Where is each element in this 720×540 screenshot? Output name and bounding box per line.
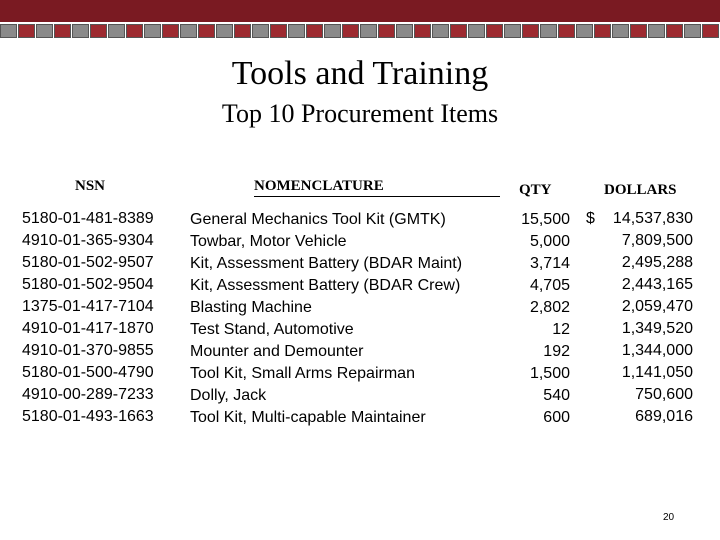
dollars-amount: 2,443,165 bbox=[621, 276, 693, 293]
slide-title: Tools and Training bbox=[231, 55, 489, 92]
nomenclature-column bbox=[190, 209, 510, 429]
page-number: 20 bbox=[663, 512, 675, 523]
nomenclature-cell: Mounter and Demounter bbox=[190, 343, 364, 360]
currency-symbol: $ bbox=[586, 210, 595, 227]
nsn-cell: 4910-01-370-9855 bbox=[22, 342, 154, 359]
header-dollars: DOLLARS bbox=[604, 182, 677, 198]
nsn-cell: 4910-01-365-9304 bbox=[22, 232, 154, 249]
nsn-column bbox=[22, 208, 182, 428]
dollars-amount: 689,016 bbox=[635, 408, 693, 425]
dollars-amount: 1,349,520 bbox=[621, 320, 693, 337]
dollars-cell bbox=[586, 318, 693, 340]
dollars-cell bbox=[586, 340, 693, 362]
dollars-cell bbox=[586, 208, 693, 230]
dollars-cell bbox=[586, 230, 693, 252]
dollars-cell bbox=[586, 296, 693, 318]
dollars-amount: 7,809,500 bbox=[621, 232, 693, 249]
qty-cell: 15,500 bbox=[521, 211, 570, 228]
qty-cell: 540 bbox=[543, 387, 570, 404]
dollars-amount: 1,141,050 bbox=[621, 364, 693, 381]
qty-cell: 4,705 bbox=[529, 277, 570, 294]
nomenclature-cell: General Mechanics Tool Kit (GMTK) bbox=[190, 211, 446, 228]
dollars-amount: 2,059,470 bbox=[621, 298, 693, 315]
nomenclature-cell: Kit, Assessment Battery (BDAR Maint) bbox=[190, 255, 463, 272]
nsn-cell: 4910-00-289-7233 bbox=[22, 386, 154, 403]
qty-cell: 192 bbox=[543, 343, 570, 360]
slide-subtitle: Top 10 Procurement Items bbox=[221, 99, 499, 128]
dollars-column bbox=[586, 208, 693, 428]
dollars-amount: 2,495,288 bbox=[621, 254, 693, 271]
nomenclature-cell: Test Stand, Automotive bbox=[190, 321, 354, 338]
qty-column bbox=[500, 209, 570, 429]
nomenclature-cell: Towbar, Motor Vehicle bbox=[190, 233, 347, 250]
qty-cell: 1,500 bbox=[529, 365, 570, 382]
qty-cell: 5,000 bbox=[529, 233, 570, 250]
header-nsn: NSN bbox=[75, 178, 106, 194]
nomenclature-cell: Dolly, Jack bbox=[190, 387, 267, 404]
qty-cell: 600 bbox=[543, 409, 570, 426]
nsn-cell: 5180-01-502-9507 bbox=[22, 254, 154, 271]
dollars-cell bbox=[586, 384, 693, 406]
header-qty: QTY bbox=[519, 182, 552, 198]
nsn-cell: 5180-01-493-1663 bbox=[22, 408, 154, 425]
nomenclature-cell: Blasting Machine bbox=[190, 299, 312, 316]
nsn-cell: 4910-01-417-1870 bbox=[22, 320, 154, 337]
dollars-amount: 14,537,830 bbox=[612, 210, 693, 227]
nsn-cell: 5180-01-502-9504 bbox=[22, 276, 154, 293]
qty-cell: 12 bbox=[552, 321, 570, 338]
nsn-cell: 1375-01-417-7104 bbox=[22, 298, 154, 315]
dollars-cell bbox=[586, 252, 693, 274]
dollars-cell bbox=[586, 362, 693, 384]
dollars-cell bbox=[586, 406, 693, 428]
qty-cell: 2,802 bbox=[529, 299, 570, 316]
nsn-cell: 5180-01-500-4790 bbox=[22, 364, 154, 381]
decorative-header-band bbox=[0, 0, 720, 40]
header-square-pattern bbox=[0, 24, 720, 40]
dollars-amount: 1,344,000 bbox=[621, 342, 693, 359]
dollars-cell bbox=[586, 274, 693, 296]
header-nomenclature-underline bbox=[254, 196, 500, 197]
qty-cell: 3,714 bbox=[529, 255, 570, 272]
nomenclature-cell: Tool Kit, Multi-capable Maintainer bbox=[190, 409, 426, 426]
dollars-amount: 750,600 bbox=[635, 386, 693, 403]
nomenclature-cell: Tool Kit, Small Arms Repairman bbox=[190, 365, 415, 382]
header-nomenclature: NOMENCLATURE bbox=[254, 178, 384, 194]
nsn-cell: 5180-01-481-8389 bbox=[22, 210, 154, 227]
header-stripe bbox=[0, 0, 720, 22]
nomenclature-cell: Kit, Assessment Battery (BDAR Crew) bbox=[190, 277, 461, 294]
